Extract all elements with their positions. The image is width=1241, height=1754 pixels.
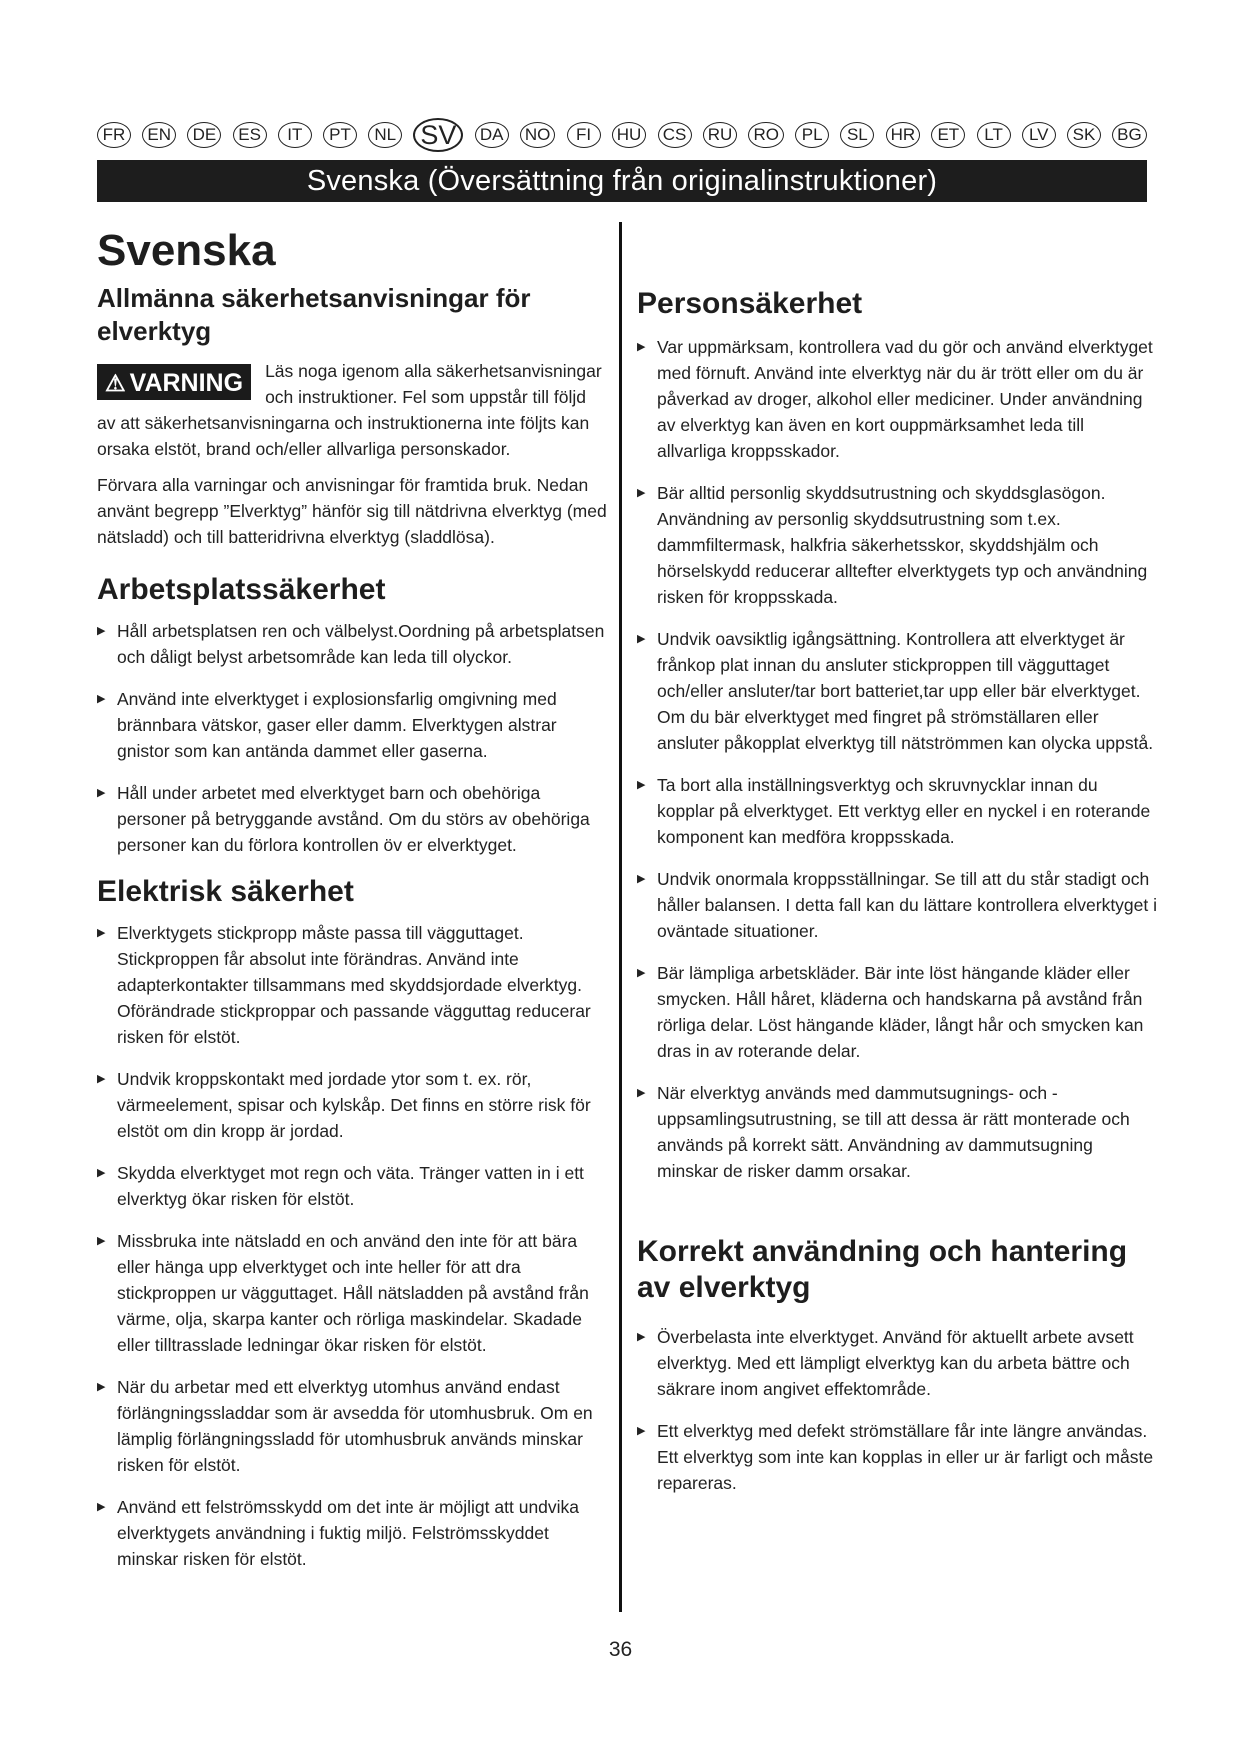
electric-heading: Elektrisk säkerhet <box>97 875 354 908</box>
language-selector <box>97 118 1147 152</box>
list-item: ▶ Missbruka inte nätsladd en och använd den inte för att bära eller hänga upp elverktyget och inte heller för att dra stickproppen ur vägguttaget. Håll nätsladden på avstånd från värme, olja, skarpa kanter och rörliga maskindelar. Skadade eller tilltrasslade ledningar ökar risken för elstöt. <box>97 1228 607 1358</box>
warning-triangle-icon: ⚠ <box>105 370 126 396</box>
workplace-list <box>97 618 607 858</box>
list-item: ▶ Ett elverktyg med defekt strömställare får inte längre användas. Ett elverktyg som inte kan kopplas in eller ur är farligt och måste repareras. <box>637 1418 1157 1496</box>
warning-badge <box>97 364 251 400</box>
electric-section <box>97 874 607 1572</box>
language-tab-fi: FI <box>567 122 601 148</box>
language-tab-de: DE <box>187 122 221 148</box>
language-tab-sv: SV <box>413 118 463 152</box>
language-tab-sl: SL <box>840 122 874 148</box>
language-tab-fr: FR <box>97 122 131 148</box>
language-tab-ru: RU <box>703 122 738 148</box>
language-tab-lv: LV <box>1022 122 1056 148</box>
workplace-heading: Arbetsplatssäkerhet <box>97 573 386 606</box>
keep-instructions-text: Förvara alla varningar och anvisningar för framtida bruk. Nedan använt begrepp ”Elverktyg” hänför sig till nätdrivna elverktyg (med nätsladd) och till batteridrivna elverktyg (sladdlösa). <box>97 475 607 547</box>
language-tab-no: NO <box>520 122 556 148</box>
list-item: ▶ När du arbetar med ett elverktyg utomhus använd endast förlängningssladdar som är avsedda för utomhusbruk. Om en lämplig förlängningssladd för utomhusbruk används minskar risken för elstöt. <box>97 1374 607 1478</box>
personal-safety-heading: Personsäkerhet <box>637 287 863 320</box>
language-tab-hr: HR <box>886 122 921 148</box>
right-column <box>637 286 1157 1512</box>
warning-text: Läs noga igenom alla säkerhetsanvisningar och instruktioner. Fel som uppstår till följd av att säkerhetsanvisningarna och instruktionerna inte följts kan orsaka elstöt, brand och/eller allvarliga personskador. <box>97 361 602 459</box>
correct-use-section <box>637 1234 1157 1496</box>
language-tab-et: ET <box>931 122 965 148</box>
title-bar-text: Svenska (Översättning från originalinstruktioner) <box>306 164 938 197</box>
language-tab-pl: PL <box>795 122 829 148</box>
language-tab-en: EN <box>142 122 176 148</box>
electric-list <box>97 920 607 1572</box>
language-tab-sk: SK <box>1067 122 1101 148</box>
language-tab-it: IT <box>278 122 312 148</box>
list-item: ▶ När elverktyg används med dammutsugnings- och -uppsamlingsutrustning, se till att dessa är rätt monterade och används på korrekt sätt. Användning av dammutsugning minskar de risker damm orsakar. <box>637 1080 1157 1184</box>
column-divider <box>619 222 622 1612</box>
list-item: ▶ Skydda elverktyget mot regn och väta. Tränger vatten in i ett elverktyg ökar risken för elstöt. <box>97 1160 607 1212</box>
list-item: ▶ Överbelasta inte elverktyget. Använd för aktuellt arbete avsett elverktyg. Med ett lämpligt elverktyg kan du arbeta bättre och säkrare inom angivet effektområde. <box>637 1324 1157 1402</box>
general-safety-heading: Allmänna säkerhetsanvisningar för elverktyg <box>97 283 531 346</box>
title-bar <box>97 160 1147 202</box>
list-item: ▶ Elverktygets stickpropp måste passa till vägguttaget. Stickproppen får absolut inte förändras. Använd inte adapterkontakter tillsammans med skyddsjordade elverktyg. Oförändrade stickproppar och passande vägguttag reducerar risken för elstöt. <box>97 920 607 1050</box>
list-item: ▶ Bär lämpliga arbetskläder. Bär inte löst hängande kläder eller smycken. Håll håret, kläderna och handskarna på avstånd från rörliga delar. Löst hängande kläder, långt hår och smycken kan dras in av roterande delar. <box>637 960 1157 1064</box>
list-item: ▶ Använd ett felströmsskydd om det inte är möjligt att undvika elverktygets användning i fuktig miljö. Felströmsskyddet minskar risken för elstöt. <box>97 1494 607 1572</box>
language-tab-ro: RO <box>748 122 784 148</box>
list-item: ▶ Undvik oavsiktlig igångsättning. Kontrollera att elverktyget är frånkop plat innan du ansluter stickproppen till vägguttaget och/eller ansluter/tar bort batteriet,tar upp eller bär elverktyget. Om du bär elverktyget med fingret på strömställaren eller ansluter påkopplat elverktyg till nätströmmen kan olycka uppstå. <box>637 626 1157 756</box>
list-item: ▶ Håll arbetsplatsen ren och välbelyst.Oordning på arbetsplatsen och dåligt belyst arbetsområde kan leda till olyckor. <box>97 618 607 670</box>
language-tab-lt: LT <box>977 122 1011 148</box>
warning-label: VARNING <box>129 369 244 397</box>
list-item: ▶ Undvik onormala kroppsställningar. Se till att du står stadigt och håller balansen. I detta fall kan du lättare kontrollera elverktyget i oväntade situationer. <box>637 866 1157 944</box>
list-item: ▶ Använd inte elverktyget i explosionsfarlig omgivning med brännbara vätskor, gaser eller damm. Elverktygen alstrar gnistor som kan antända dammet eller gaserna. <box>97 686 607 764</box>
language-tab-es: ES <box>233 122 267 148</box>
page-number: 36 <box>608 1638 633 1661</box>
language-tab-cs: CS <box>658 122 692 148</box>
language-tab-hu: HU <box>612 122 647 148</box>
language-tab-nl: NL <box>368 122 402 148</box>
warning-block <box>97 358 607 462</box>
list-item: ▶ Undvik kroppskontakt med jordade ytor som t. ex. rör, värmeelement, spisar och kylskåp. Det finns en större risk för elstöt om din kropp är jordad. <box>97 1066 607 1144</box>
left-column <box>97 226 607 1588</box>
list-item: ▶ Ta bort alla inställningsverktyg och skruvnycklar innan du kopplar på elverktyget. Ett verktyg eller en nyckel i en roterande komponent kan medföra kroppsskada. <box>637 772 1157 850</box>
main-title: Svenska <box>97 226 276 275</box>
personal-list <box>637 334 1157 1184</box>
language-tab-pt: PT <box>323 122 357 148</box>
language-tab-da: DA <box>475 122 509 148</box>
correct-use-list <box>637 1324 1157 1496</box>
correct-use-heading: Korrekt användning och hantering av elverktyg <box>637 1235 1128 1304</box>
list-item: ▶ Var uppmärksam, kontrollera vad du gör och använd elverktyget med förnuft. Använd inte elverktyg när du är trött eller om du är påverkad av droger, alkohol eller mediciner. Under användning av elverktyg kan även en kort ouppmärksamhet leda till allvarliga kroppsskador. <box>637 334 1157 464</box>
list-item: ▶ Håll under arbetet med elverktyget barn och obehöriga personer på betryggande avstånd. Om du störs av obehöriga personer kan du förlora kontrollen öv er elverktyget. <box>97 780 607 858</box>
workplace-section <box>97 572 607 858</box>
list-item: ▶ Bär alltid personlig skyddsutrustning och skyddsglasögon. Användning av personlig skyddsutrustning som t.ex. dammfiltermask, halkfria säkerhetsskor, skyddshjälm och hörselskydd reducerar alltefter elverktygets typ och användning risken för kroppsskada. <box>637 480 1157 610</box>
language-tab-bg: BG <box>1112 122 1147 148</box>
